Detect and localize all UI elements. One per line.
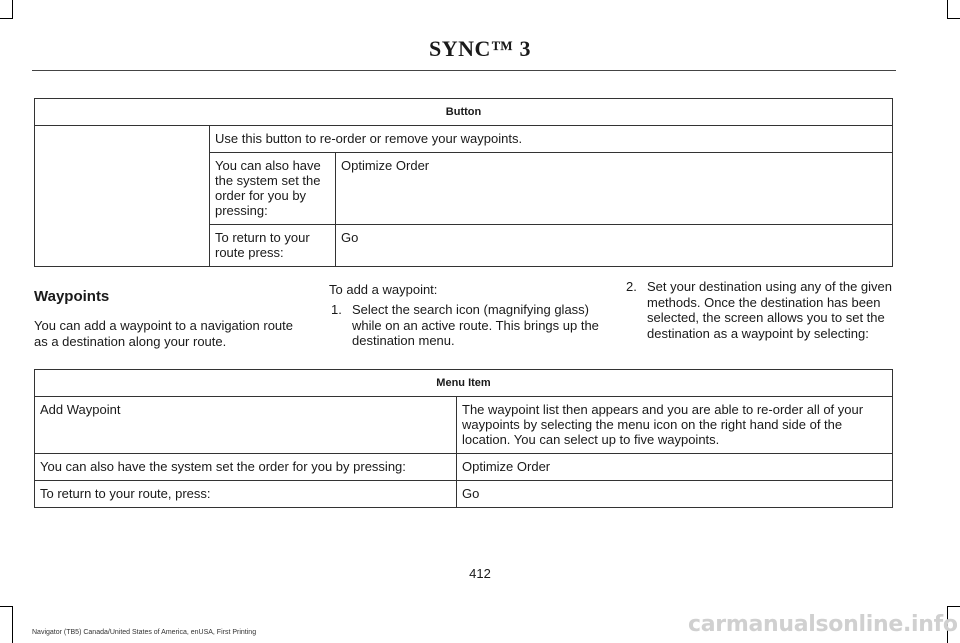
button-table [34,98,893,267]
page-number: 412 [469,566,491,581]
button-table-header: Button [35,99,893,126]
menu-table-desc: Optimize Order [457,454,893,481]
button-table-value: Go [336,225,893,267]
header-divider [32,70,896,71]
menu-table-item: You can also have the system set the order for you by pressing: [35,454,457,481]
step-text: Set your destination using any of the given methods. Once the destination has been selected, the screen allows you to set the destination as a waypoint by selecting: [647,279,892,341]
menu-item-table [34,369,893,508]
step-item [331,302,606,352]
menu-table-desc: The waypoint list then appears and you are able to re-order all of your waypoints by selecting the menu icon on the right hand side of the location. You can select up to five waypoints. [457,397,893,454]
crop-mark [0,18,13,19]
button-table-value: Optimize Order [336,153,893,225]
step-item [626,279,896,359]
button-table-label: To return to your route press: [210,225,336,267]
section-heading: Waypoints [34,288,110,305]
footer-note: Navigator (TB5) Canada/United States of America, enUSA, First Printing [32,629,257,636]
step-number: 2. [626,279,637,294]
menu-table-desc: Go [457,481,893,508]
watermark: carmanualsonline.info [688,612,958,637]
crop-mark [947,0,948,18]
button-table-label: You can also have the system set the order for you by pressing: [210,153,336,225]
button-table-empty-cell [35,126,210,267]
button-table-intro: Use this button to re-order or remove your waypoints. [210,126,893,153]
menu-table-item: Add Waypoint [35,397,457,454]
section-body: You can add a waypoint to a navigation route as a destination along your route. [34,318,293,349]
menu-table-header: Menu Item [35,370,893,397]
crop-mark [947,18,960,19]
page-title: SYNC™ 3 [429,36,531,61]
crop-mark [12,606,13,643]
crop-mark [947,606,960,607]
steps-intro: To add a waypoint: [329,282,438,297]
menu-table-item: To return to your route, press: [35,481,457,508]
crop-mark [12,0,13,18]
step-number: 1. [331,302,342,317]
step-text: Select the search icon (magnifying glass) while on an active route. This brings up the destination menu. [352,302,599,348]
